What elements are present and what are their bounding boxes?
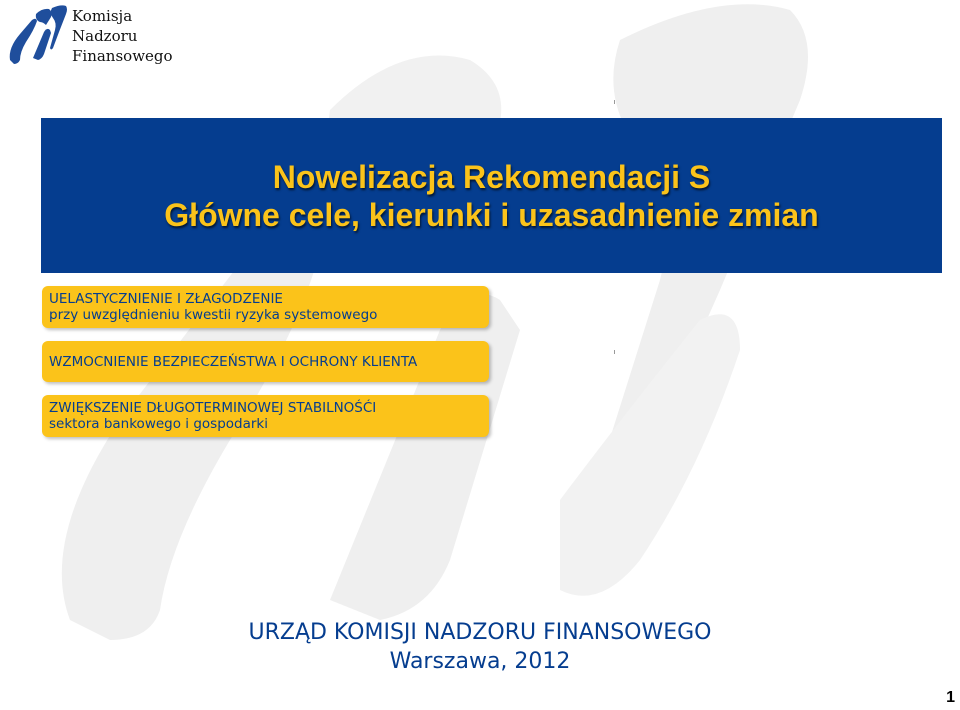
footer-office-name: URZĄD KOMISJI NADZORU FINANSOWEGO [248, 620, 712, 645]
divider-tick [614, 100, 615, 104]
logo-line-nadzoru: Nadzoru [72, 27, 138, 45]
logo-line-finansowego: Finansowego [72, 47, 173, 65]
footer-block [0, 618, 960, 676]
goal-heading: UELASTYCZNIENIE I ZŁAGODZENIE [49, 291, 283, 307]
logo-wordmark [72, 6, 173, 66]
title-banner [41, 118, 942, 273]
logo-line-komisja: Komisja [72, 7, 133, 25]
goal-heading: WZMOCNIENIE BEZPIECZEŃSTWA I OCHRONY KLIENTA [49, 353, 418, 370]
divider-tick [614, 350, 615, 354]
goal-box-stability [42, 395, 489, 437]
knf-logo [6, 4, 173, 68]
goal-detail: sektora bankowego i gospodarki [49, 416, 268, 432]
knf-logo-mark-icon [6, 4, 68, 68]
page-subtitle: Główne cele, kierunki i uzasadnienie zmian [164, 196, 819, 233]
goal-box-client-protection [42, 341, 489, 382]
goal-box-flexibility [42, 286, 489, 328]
footer-place-date: Warszawa, 2012 [389, 649, 571, 674]
goal-heading: ZWIĘKSZENIE DŁUGOTERMINOWEJ STABILNOŚĆI [49, 400, 377, 416]
goal-detail: przy uwzględnieniu kwestii ryzyka systemowego [49, 307, 378, 323]
page-number: 1 [946, 689, 955, 706]
page-title: Nowelizacja Rekomendacji S [272, 158, 711, 195]
